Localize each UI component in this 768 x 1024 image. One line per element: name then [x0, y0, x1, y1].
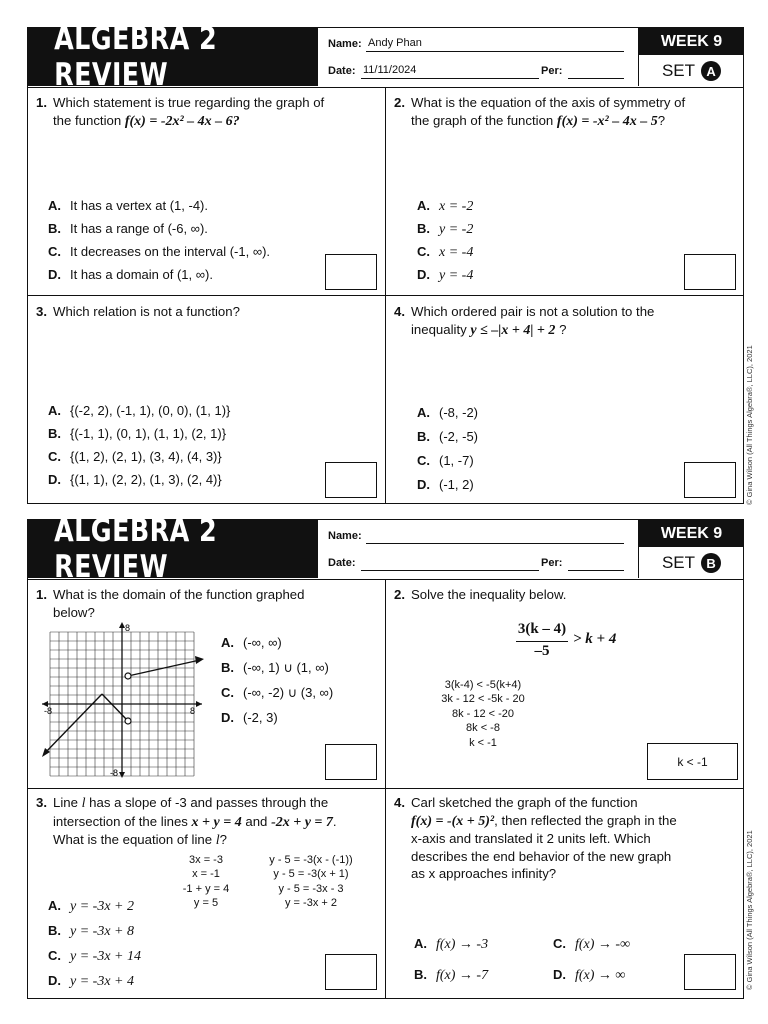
row-divider: [28, 295, 743, 296]
fraction-denominator: –5: [534, 643, 550, 659]
choice-c[interactable]: C. x = -4: [417, 244, 474, 260]
y-max-label: 8: [125, 623, 131, 633]
answer-box[interactable]: [325, 744, 377, 780]
inequality-rhs: > k + 4: [573, 631, 617, 647]
choice-b[interactable]: B. {(-1, 1), (0, 1), (1, 1), (2, 1)}: [48, 426, 227, 441]
set-label: SET A: [639, 56, 744, 86]
function-graph: [40, 620, 210, 780]
x-max-label: 8: [190, 706, 196, 716]
set-letter-badge: B: [701, 553, 721, 573]
name-label: Name:: [328, 530, 362, 542]
choice-a[interactable]: A. (-8, -2): [417, 405, 478, 420]
inequality-expression: [516, 621, 636, 665]
choice-b[interactable]: B. y = -3x + 8: [48, 923, 134, 939]
copyright-notice: © Gina Wilson (All Things Algebra®, LLC), 2021: [745, 345, 754, 505]
choice-d[interactable]: D. f(x) → ∞: [553, 967, 626, 983]
choice-b[interactable]: B. f(x) → -7: [414, 967, 489, 983]
date-value: 11/11/2024: [363, 64, 417, 76]
choice-d[interactable]: D. (-1, 2): [417, 477, 474, 492]
sheet-header: [28, 21, 743, 93]
graph-left-piece: [44, 694, 102, 754]
question-number: 3.: [36, 304, 47, 319]
choice-d[interactable]: D. {(1, 1), (2, 2), (1, 3), (2, 4)}: [48, 472, 222, 487]
answer-box[interactable]: [684, 254, 736, 290]
date-label: Date:: [328, 65, 356, 77]
open-circle-left: [125, 673, 131, 679]
choice-c[interactable]: C. (1, -7): [417, 453, 474, 468]
question-number: 4.: [394, 795, 405, 810]
column-divider: [385, 580, 386, 998]
date-field[interactable]: [361, 65, 539, 79]
choice-c[interactable]: C. (-∞, -2) ∪ (3, ∞): [221, 685, 334, 700]
sheet-title: ALGEBRA 2 REVIEW: [28, 28, 318, 86]
question-stem: Which statement is true regarding the graph of the function f(x) = -2x² – 4x – 6?: [53, 95, 325, 129]
choice-c[interactable]: C. It decreases on the interval (-1, ∞).: [48, 244, 271, 259]
copyright-notice: © Gina Wilson (All Things Algebra®, LLC), 2021: [745, 830, 754, 990]
choice-d[interactable]: D. y = -4: [417, 267, 474, 283]
set-letter-badge: A: [701, 61, 721, 81]
choice-c[interactable]: C. {(1, 2), (2, 1), (3, 4), (4, 3)}: [48, 449, 222, 464]
question-stem: Which ordered pair is not a solution to the inequality y ≤ –|x + 4| + 2 ?: [411, 304, 655, 338]
x-min-label: -8: [44, 706, 53, 716]
choice-a[interactable]: A. It has a vertex at (1, -4).: [48, 198, 208, 213]
question-number: 2.: [394, 587, 405, 602]
name-value: Andy Phan: [368, 37, 422, 49]
answer-box[interactable]: [325, 954, 377, 990]
date-label: Date:: [328, 557, 356, 569]
per-field[interactable]: [568, 557, 624, 571]
question-stem: Which relation is not a function?: [53, 304, 240, 319]
choice-b[interactable]: B. It has a range of (-6, ∞).: [48, 221, 208, 236]
choice-a[interactable]: A. (-∞, ∞): [221, 635, 282, 650]
y-axis-arrow-down: [119, 772, 125, 778]
question-stem: What is the domain of the function graphed below?: [53, 587, 305, 620]
graph-arrow-right: [195, 656, 204, 664]
question-stem: Line l has a slope of -3 and passes through the intersection of the lines x + y = 4 and -2x + y = 7. What is the equation of line l?: [53, 795, 337, 848]
question-number: 1.: [36, 95, 47, 110]
student-work-left: 3x = -3 x = -1 -1 + y = 4 y = 5: [182, 854, 230, 910]
week-set-block: [638, 520, 743, 578]
review-sheet-set-a: [27, 21, 744, 504]
choice-d[interactable]: D. y = -3x + 4: [48, 973, 134, 989]
open-circle-right: [125, 718, 131, 724]
review-sheet-set-b: [27, 513, 744, 999]
fraction-numerator: 3(k – 4): [517, 621, 567, 637]
answer-box[interactable]: [684, 462, 736, 498]
question-number: 3.: [36, 795, 47, 810]
week-label: WEEK 9: [639, 28, 744, 55]
per-label: Per:: [541, 557, 563, 569]
student-work: 3(k-4) < -5(k+4) 3k - 12 < -5k - 20 8k - 12 < -20 8k < -8 k < -1: [441, 679, 525, 749]
set-label: SET B: [639, 548, 744, 578]
choice-a[interactable]: A. y = -3x + 2: [48, 898, 134, 914]
choice-a[interactable]: A. x = -2: [417, 198, 474, 214]
question-number: 1.: [36, 587, 47, 602]
y-min-label: -8: [110, 768, 119, 778]
week-set-block: [638, 28, 743, 86]
per-field[interactable]: [568, 65, 624, 79]
name-field[interactable]: [366, 530, 624, 544]
answer-box[interactable]: k < -1: [647, 743, 738, 780]
question-number: 4.: [394, 304, 405, 319]
answer-box[interactable]: [325, 462, 377, 498]
choice-b[interactable]: B. (-∞, 1) ∪ (1, ∞): [221, 660, 329, 675]
choice-c[interactable]: C. y = -3x + 14: [48, 948, 141, 964]
choice-a[interactable]: A. {(-2, 2), (-1, 1), (0, 0), (1, 1)}: [48, 403, 231, 418]
name-field[interactable]: [366, 38, 624, 52]
answer-box[interactable]: [325, 254, 377, 290]
question-stem: What is the equation of the axis of symmetry of the graph of the function f(x) = -x² – 4x – 5?: [411, 95, 686, 129]
sheet-header: [28, 513, 743, 585]
name-label: Name:: [328, 38, 362, 50]
fraction-bar: [516, 641, 568, 642]
date-field[interactable]: [361, 557, 539, 571]
choice-b[interactable]: B. (-2, -5): [417, 429, 478, 444]
choice-a[interactable]: A. f(x) → -3: [414, 936, 489, 952]
question-stem: Solve the inequality below.: [411, 587, 567, 602]
choice-d[interactable]: D. (-2, 3): [221, 710, 278, 725]
row-divider: [28, 788, 743, 789]
week-label: WEEK 9: [639, 520, 744, 547]
choice-b[interactable]: B. y = -2: [417, 221, 474, 237]
graph-middle-piece: [102, 694, 128, 721]
question-number: 2.: [394, 95, 405, 110]
student-info: [318, 28, 638, 86]
per-label: Per:: [541, 65, 563, 77]
answer-box[interactable]: [684, 954, 736, 990]
choice-c[interactable]: C. f(x) → -∞: [553, 936, 631, 952]
x-axis-arrow-right: [196, 701, 202, 707]
sheet-title: ALGEBRA 2 REVIEW: [28, 520, 318, 578]
choice-d[interactable]: D. It has a domain of (1, ∞).: [48, 267, 213, 282]
student-info: [318, 520, 638, 578]
student-work-right: y - 5 = -3(x - (-1)) y - 5 = -3(x + 1) y - 5 = -3x - 3 y = -3x + 2: [269, 854, 353, 910]
question-stem: Carl sketched the graph of the function f(x) = -(x + 5)², then reflected the graph in the x-axis and translated it 2 units left. Which describes the end behavior of the new graph as x approaches infinity?: [411, 795, 677, 881]
